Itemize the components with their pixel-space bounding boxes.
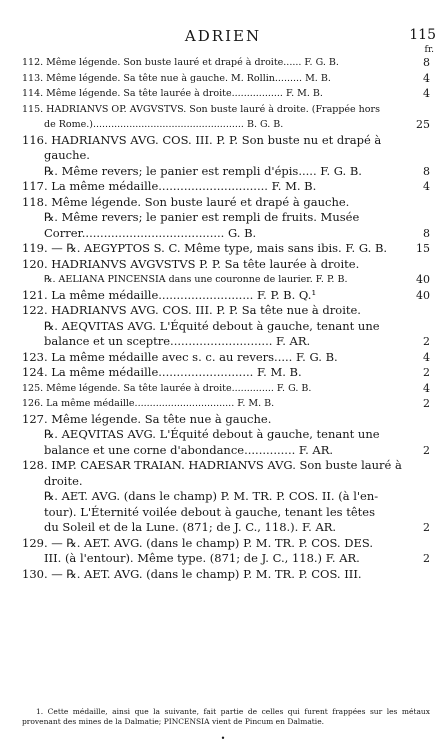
catalog-line bbox=[22, 458, 430, 474]
catalog-line bbox=[22, 71, 430, 87]
catalog-line bbox=[22, 210, 430, 226]
catalog-line-text: 117. La même médaille.............................. F. M. B. bbox=[22, 179, 317, 193]
catalog-line-text: tour). L'Éternité voilée debout à gauche, tenant les têtes bbox=[44, 504, 375, 519]
catalog-line bbox=[22, 288, 430, 304]
page-number: 115 bbox=[409, 27, 436, 43]
catalog-line-text: 120. HADRIANVS AVGVSTVS P. P. Sa tête laurée à droite. bbox=[22, 256, 360, 271]
catalog-line bbox=[22, 443, 430, 459]
catalog-line-text: III. (à l'entour). Même type. (871; de J. C., 118.) F. AR. bbox=[44, 551, 360, 565]
catalog-line-text: 126. La même médaille................................. F. M. B. bbox=[22, 398, 275, 409]
catalog-line bbox=[22, 133, 430, 149]
catalog-line bbox=[22, 117, 430, 133]
catalog-line-price: 15 bbox=[416, 242, 430, 255]
catalog-line-text: de Rome.).................................................. B. G. B. bbox=[44, 119, 284, 130]
catalog-line-text: 124. La même médaille.......................... F. M. B. bbox=[22, 365, 302, 379]
catalog-line-price: 2 bbox=[423, 335, 430, 348]
catalog-line-price: 25 bbox=[416, 118, 430, 131]
catalog-line-text: balance et un sceptre............................ F. AR. bbox=[44, 334, 311, 348]
catalog-line-price: 40 bbox=[416, 273, 430, 286]
catalog-line-text: 113. Même légende. Sa tête nue à gauche. M. Rollin......... M. B. bbox=[22, 72, 331, 84]
catalog-line-price: 2 bbox=[423, 521, 430, 534]
catalog-line bbox=[22, 86, 430, 102]
catalog-line bbox=[22, 427, 430, 443]
catalog-line-text: 121. La même médaille.......................... F. P. B. Q.¹ bbox=[22, 287, 317, 302]
catalog-line-text: 119. — ℞. AEGYPTOS S. C. Même type, mais sans ibis. F. G. B. bbox=[22, 241, 388, 255]
catalog-line-text: ℞. AEQVITAS AVG. L'Équité debout à gauche, tenant une bbox=[44, 318, 380, 333]
catalog-line-price: 2 bbox=[423, 443, 430, 457]
catalog-line-text: Correr....................................... G. B. bbox=[44, 225, 257, 240]
catalog-line-price: 4 bbox=[423, 87, 430, 100]
catalog-line-text: 116. HADRIANVS AVG. COS. III. P. P. Son buste nu et drapé à bbox=[22, 132, 382, 147]
catalog-line-price: 8 bbox=[423, 226, 430, 240]
catalog-line-price: 8 bbox=[423, 56, 430, 69]
price-unit-label: fr. bbox=[424, 45, 434, 55]
catalog-line bbox=[22, 55, 430, 71]
catalog-line bbox=[22, 505, 430, 521]
catalog-line-text: 130. — ℞. AET. AVG. (dans le champ) P. M. TR. P. COS. III. bbox=[22, 566, 362, 581]
catalog-line-text: 115. HADRIANVS OP. AVGVSTVS. Son buste lauré à droite. (Frappée hors bbox=[22, 103, 380, 115]
catalog-line bbox=[22, 334, 430, 350]
catalog-line bbox=[22, 536, 430, 552]
catalog-line-price: 4 bbox=[423, 180, 430, 193]
catalog-line bbox=[22, 551, 430, 567]
catalog-line bbox=[22, 241, 430, 257]
catalog-line-price: 4 bbox=[423, 381, 430, 395]
catalog-line-price: 8 bbox=[423, 164, 430, 178]
catalog-line-text: 114. Même légende. Sa tête laurée à droite................. F. M. B. bbox=[22, 88, 323, 99]
catalog-line-text: 123. La même médaille avec s. c. au revers..... F. G. B. bbox=[22, 349, 338, 364]
catalog-line bbox=[22, 381, 430, 397]
catalog-line bbox=[22, 520, 430, 536]
catalog-line bbox=[22, 226, 430, 242]
catalog-line bbox=[22, 567, 430, 583]
catalog-line bbox=[22, 350, 430, 366]
page-title: ADRIEN bbox=[184, 27, 262, 45]
catalog-line bbox=[22, 102, 430, 118]
catalog-line bbox=[22, 412, 430, 428]
catalog-line-text: 125. Même légende. Sa tête laurée à droite.............. F. G. B. bbox=[22, 382, 312, 394]
catalog-line-text: 122. HADRIANVS AVG. COS. III. P. P. Sa tête nue à droite. bbox=[22, 303, 361, 317]
catalog-line bbox=[22, 474, 430, 490]
catalog-line-text: droite. bbox=[44, 473, 83, 488]
catalog-line-text: ℞. AELIANA PINCENSIA dans une couronne de laurier. F. P. B. bbox=[44, 274, 348, 285]
catalog-line bbox=[22, 195, 430, 211]
catalog-line-text: 128. IMP. CAESAR TRAIAN. HADRIANVS AVG. Son buste lauré à bbox=[22, 458, 402, 472]
footnote bbox=[22, 707, 430, 727]
catalog-line-price: 2 bbox=[423, 397, 430, 410]
catalog-line bbox=[22, 319, 430, 335]
catalog-line bbox=[22, 303, 430, 319]
catalog-line bbox=[22, 396, 430, 412]
catalog-line-text: du Soleil et de la Lune. (871; de J. C., 118.). F. AR. bbox=[44, 520, 337, 534]
catalog-line-price: 40 bbox=[416, 288, 430, 302]
catalog-line-text: 112. Même légende. Son buste lauré et drapé à droite...... F. G. B. bbox=[22, 57, 339, 68]
catalog-line bbox=[22, 365, 430, 381]
catalog-line-price: 2 bbox=[423, 366, 430, 379]
catalog-line-text: balance et une corne d'abondance.............. F. AR. bbox=[44, 442, 334, 457]
catalog-line-text: ℞. Même revers; le panier est rempli de fruits. Musée bbox=[44, 210, 360, 224]
catalog-line-text: 129. — ℞. AET. AVG. (dans le champ) P. M. TR. P. COS. DES. bbox=[22, 535, 373, 550]
catalog-line-text: ℞. AEQVITAS AVG. L'Équité debout à gauche, tenant une bbox=[44, 427, 380, 441]
catalog-line-text: 118. Même légende. Son buste lauré et drapé à gauche. bbox=[22, 194, 350, 209]
footnote-text: 1. Cette médaille, ainsi que la suivante, fait partie de celles qui furent frappées sur les métaux provenant des mines de la Dalmatie; PINCENSIA vient de Pincum en Dalmatie. bbox=[22, 707, 430, 726]
catalog-line bbox=[22, 489, 430, 505]
catalog-line bbox=[22, 272, 430, 288]
catalog-line bbox=[22, 257, 430, 273]
catalog-line-text: gauche. bbox=[44, 148, 90, 162]
catalog-line-text: ℞. Même revers; le panier est rempli d'épis..... F. G. B. bbox=[44, 163, 362, 178]
coin-catalog-entries bbox=[22, 55, 430, 582]
catalog-line-price: 2 bbox=[423, 552, 430, 565]
catalog-line-text: 127. Même légende. Sa tête nue à gauche. bbox=[22, 411, 272, 426]
catalog-line-price: 4 bbox=[423, 71, 430, 85]
ornament: • bbox=[220, 734, 226, 743]
catalog-line bbox=[22, 148, 430, 164]
catalog-line-price: 4 bbox=[423, 350, 430, 364]
catalog-line-text: ℞. AET. AVG. (dans le champ) P. M. TR. P. COS. II. (à l'en- bbox=[44, 489, 379, 503]
catalog-line bbox=[22, 179, 430, 195]
catalog-line bbox=[22, 164, 430, 180]
